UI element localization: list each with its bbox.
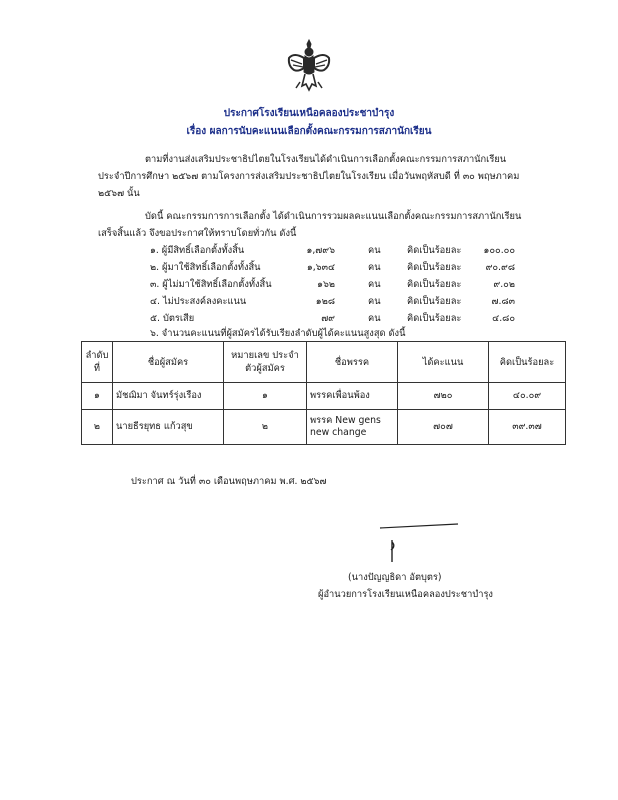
announce-line-1: บัดนี้ คณะกรรมการการเลือกตั้ง ได้ดำเนินการรวมผลคะแนนเลือกตั้งคณะกรรมการสภานักเรียน	[145, 211, 522, 222]
intro-line-2: ประจำปีการศึกษา ๒๕๖๗ ตามโครงการส่งเสริมประชาธิปไตยในโรงเรียน เมื่อวันพฤหัสบดี ที่ ๓๐ พฤษภาคม	[98, 171, 520, 182]
intro-line-1: ตามที่งานส่งเสริมประชาธิปไตยในโรงเรียนได้ดำเนินการเลือกตั้งคณะกรรมการสภานักเรียน	[145, 154, 507, 165]
stat-unit: คน	[368, 296, 381, 307]
stat-pct: ๑๐๐.๐๐	[483, 245, 515, 256]
cell-number: ๒	[224, 410, 307, 445]
stat-pct-label: คิดเป็นร้อยละ	[407, 262, 462, 273]
stat-pct: ๙.๐๒	[493, 279, 515, 290]
stat-pct: ๔.๘๐	[492, 313, 515, 324]
header-number: หมายเลข ประจำตัวผู้สมัคร	[224, 342, 307, 383]
stat-unit: คน	[368, 279, 381, 290]
stat-value: ๑๒๘	[315, 296, 335, 307]
signer-name: (นางปัญญธิดา อัตบุตร)	[348, 572, 442, 583]
stat-pct-label: คิดเป็นร้อยละ	[407, 313, 462, 324]
stat-pct-label: คิดเป็นร้อยละ	[407, 279, 462, 290]
handwritten-signature	[372, 522, 462, 564]
header-votes: ได้คะแนน	[398, 342, 489, 383]
header-party: ชื่อพรรค	[307, 342, 398, 383]
stat-value: ๑,๖๓๔	[306, 262, 335, 273]
cell-votes: ๗๐๗	[398, 410, 489, 445]
cell-name: มัชฌิมา จันทร์รุ่งเรือง	[113, 383, 224, 410]
cell-name: นายธีรยุทธ แก้วสุข	[113, 410, 224, 445]
stat-unit: คน	[368, 313, 381, 324]
stat-label: ๔. ไม่ประสงค์ลงคะแนน	[150, 296, 247, 307]
table-header-row	[82, 342, 566, 383]
results-table	[81, 341, 566, 445]
announcement-title: ประกาศโรงเรียนเหนือคลองประชาบำรุง	[223, 108, 395, 119]
announcement-date: ประกาศ ณ วันที่ ๓๐ เดือนพฤษภาคม พ.ศ. ๒๕๖๗	[131, 476, 327, 487]
stat-label: ๑. ผู้มีสิทธิ์เลือกตั้งทั้งสิ้น	[150, 245, 245, 256]
header-name: ชื่อผู้สมัคร	[113, 342, 224, 383]
stat-pct: ๙๐.๙๘	[485, 262, 515, 273]
stat-label: ๕. บัตรเสีย	[150, 313, 195, 324]
stat-value: ๑,๗๙๖	[306, 245, 335, 256]
announcement-subject: เรื่อง ผลการนับคะแนนเลือกตั้งคณะกรรมการสภานักเรียน	[186, 126, 432, 137]
item-6-heading: ๖. จำนวนคะแนนที่ผู้สมัครได้รับเรียงลำดับผู้ได้คะแนนสูงสุด ดังนี้	[150, 328, 406, 339]
stat-pct-label: คิดเป็นร้อยละ	[407, 296, 462, 307]
signer-position: ผู้อำนวยการโรงเรียนเหนือคลองประชาบำรุง	[318, 589, 493, 600]
intro-line-3: ๒๕๖๗ นั้น	[98, 188, 140, 199]
table-row	[82, 383, 566, 410]
announce-line-2: เสร็จสิ้นแล้ว จึงขอประกาศให้ทราบโดยทั่วกัน ดังนี้	[98, 228, 297, 239]
stat-unit: คน	[368, 245, 381, 256]
stat-label: ๒. ผู้มาใช้สิทธิ์เลือกตั้งทั้งสิ้น	[150, 262, 261, 273]
stat-unit: คน	[368, 262, 381, 273]
stat-pct-label: คิดเป็นร้อยละ	[407, 245, 462, 256]
cell-pct: ๔๐.๐๙	[489, 383, 566, 410]
stat-pct: ๗.๘๓	[491, 296, 515, 307]
cell-number: ๑	[224, 383, 307, 410]
cell-party: พรรค New gens new change	[307, 410, 398, 445]
stat-value: ๗๙	[321, 313, 335, 324]
garuda-emblem-icon	[286, 38, 332, 94]
table-row	[82, 410, 566, 445]
stat-label: ๓. ผู้ไม่มาใช้สิทธิ์เลือกตั้งทั้งสิ้น	[150, 279, 272, 290]
stat-value: ๑๖๒	[317, 279, 335, 290]
cell-rank: ๒	[82, 410, 113, 445]
header-rank: ลำดับ ที่	[82, 342, 113, 383]
header-pct: คิดเป็นร้อยละ	[489, 342, 566, 383]
cell-party: พรรคเพื่อนพ้อง	[307, 383, 398, 410]
cell-pct: ๓๙.๓๗	[489, 410, 566, 445]
cell-rank: ๑	[82, 383, 113, 410]
cell-votes: ๗๒๐	[398, 383, 489, 410]
